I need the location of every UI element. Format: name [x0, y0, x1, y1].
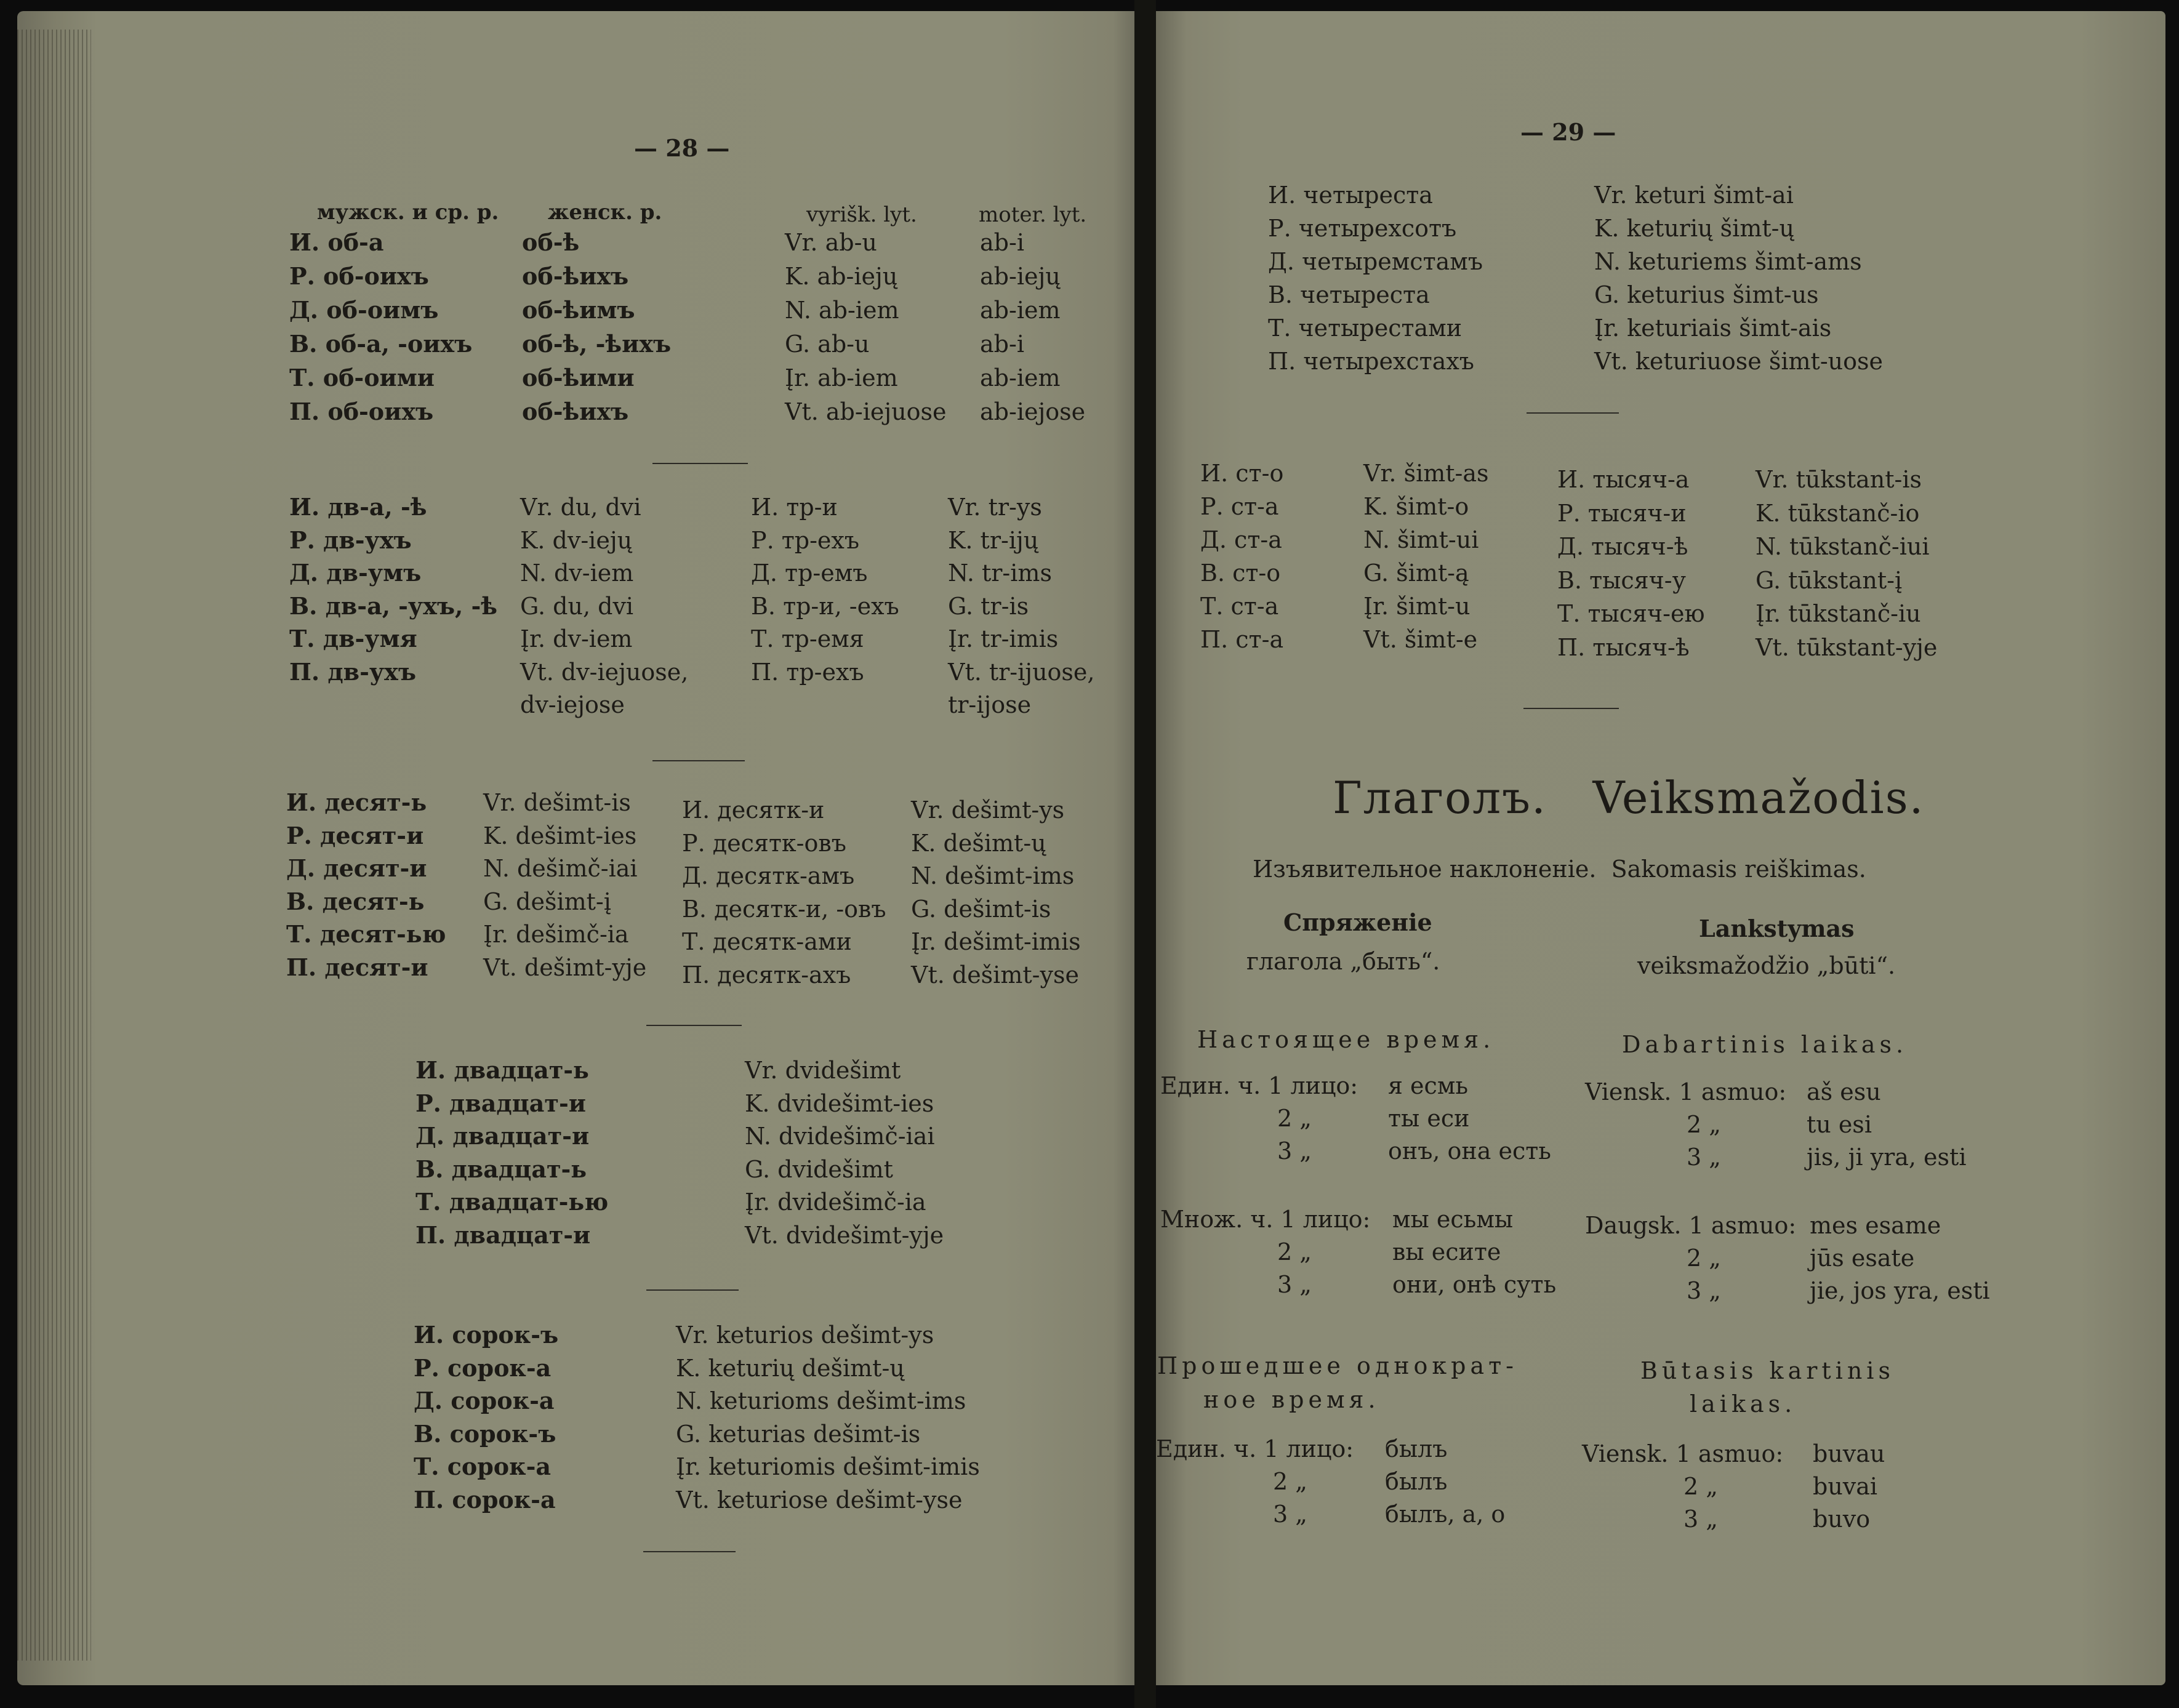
past-ru-title-1: Прошедшее однократ-	[1157, 1352, 1519, 1379]
sto-cell: П. ст-а	[1200, 626, 1284, 653]
ob-cell: ab-iejose	[980, 398, 1086, 425]
dvadtsat-cell: Vt. dvidešimt-yje	[745, 1221, 944, 1249]
past-sg-lt-cell: buvai	[1813, 1473, 1878, 1500]
tri-cell: Vt. tr-ijuose,	[948, 658, 1095, 686]
present-sg-lt-cell: jis, ji yra, esti	[1807, 1144, 1967, 1171]
present-sg-lt-cell: aš esu	[1807, 1078, 1881, 1105]
chetyresta-cell: Įr. keturiais šimt-ais	[1594, 315, 1832, 342]
section-divider	[646, 1289, 739, 1291]
desyat-cell: Д. десят-и	[286, 854, 427, 882]
ob-cell: Vr. ab-u	[785, 229, 877, 256]
dvadtsat-cell: И. двадцат-ь	[415, 1056, 589, 1084]
sto-cell: N. šimt-ui	[1363, 526, 1479, 553]
desyatki-cell: Įr. dešimt-imis	[911, 928, 1081, 955]
tysyacha-cell: Vt. tūkstant-yje	[1756, 633, 1938, 661]
present-sg-ru-cell: я есмь	[1388, 1072, 1469, 1099]
dva-cell: G. du, dvi	[520, 592, 634, 620]
desyat-cell: N. dešimč-iai	[483, 855, 638, 882]
ob-cell: Р. об-оихъ	[289, 262, 429, 290]
desyatki-cell: В. десятк-и, -овъ	[682, 895, 886, 923]
chetyresta-cell: П. четырехстахъ	[1268, 348, 1474, 375]
section-divider	[1523, 708, 1619, 709]
tri-cell: В. тр-и, -ехъ	[751, 592, 899, 620]
tysyacha-cell: K. tūkstanč-io	[1756, 499, 1920, 527]
present-pl-ru-cell: они, онѣ суть	[1392, 1271, 1557, 1298]
ob-cell: Т. об-оими	[289, 364, 435, 391]
present-sg-ru-cell: 2 „	[1277, 1105, 1312, 1132]
desyat-cell: G. dešimt-į	[483, 888, 611, 915]
ob-header-masc: мужск. и ср. р.	[317, 200, 499, 225]
present-pl-lt-cell: 2 „	[1687, 1245, 1721, 1272]
present-pl-ru-cell: 2 „	[1277, 1238, 1312, 1265]
dva-cell: Vt. dv-iejuose,	[520, 658, 689, 686]
present-pl-ru-cell: Множ. ч. 1 лицо:	[1160, 1206, 1371, 1233]
dva-cell: K. dv-iejų	[520, 526, 633, 554]
ob-cell: K. ab-iejų	[785, 263, 898, 290]
ob-cell: об-ѣими	[522, 364, 635, 391]
chetyresta-cell: G. keturius šimt-us	[1594, 281, 1819, 308]
ob-cell: Д. об-оимъ	[289, 296, 439, 324]
sto-cell: Įr. šimt-u	[1363, 593, 1471, 620]
sorok-cell: Vt. keturiose dešimt-yse	[676, 1486, 963, 1514]
desyatki-cell: K. dešimt-ų	[911, 829, 1046, 857]
mood-title: Изъявительное наклоненіе. Sakomasis reiškimas.	[1253, 856, 1866, 883]
dva-cell: Р. дв-ухъ	[289, 526, 412, 554]
sorok-cell: П. сорок-а	[414, 1485, 556, 1514]
ob-cell: об-ѣ	[522, 228, 580, 256]
ob-header-mot: moter. lyt.	[979, 202, 1087, 227]
tysyacha-cell: Д. тысяч-ѣ	[1557, 533, 1688, 560]
dvadtsat-cell: Vr. dvidešimt	[745, 1057, 901, 1084]
sorok-cell: В. сорок-ъ	[414, 1419, 556, 1448]
present-pl-lt-cell: jūs esate	[1810, 1245, 1915, 1272]
ob-cell: ab-iejų	[980, 263, 1061, 290]
present-pl-lt-cell: jie, jos yra, esti	[1810, 1277, 1990, 1304]
desyatki-cell: G. dešimt-is	[911, 895, 1051, 923]
desyatki-cell: П. десятк-ахъ	[682, 961, 851, 988]
chetyresta-cell: N. keturiems šimt-ams	[1594, 248, 1862, 275]
dva-cell: dv-iejose	[520, 691, 625, 718]
tri-cell: Т. тр-емя	[751, 625, 864, 652]
tysyacha-cell: G. tūkstant-į	[1756, 566, 1903, 594]
dva-cell: И. дв-а, -ѣ	[289, 493, 427, 521]
present-sg-ru-cell: Един. ч. 1 лицо:	[1160, 1072, 1358, 1099]
ob-cell: П. об-оихъ	[289, 398, 434, 425]
past-sg-ru-cell: былъ	[1385, 1435, 1448, 1462]
desyatki-cell: Vr. dešimt-ys	[911, 796, 1065, 824]
dva-cell: В. дв-а, -ухъ, -ѣ	[289, 591, 498, 620]
tysyacha-cell: И. тысяч-а	[1557, 466, 1690, 493]
ob-cell: об-ѣихъ	[522, 398, 629, 425]
section-divider	[652, 463, 748, 464]
tri-cell: tr-ijose	[948, 691, 1032, 718]
present-sg-ru-cell: ты еси	[1388, 1105, 1470, 1132]
sto-cell: В. ст-о	[1200, 559, 1281, 587]
conj-ru-title: Спряженіе	[1283, 908, 1432, 936]
past-sg-ru-cell: Един. ч. 1 лицо:	[1156, 1435, 1354, 1462]
past-sg-ru-cell: былъ, а, о	[1385, 1501, 1506, 1528]
past-sg-ru-cell: 2 „	[1273, 1468, 1307, 1495]
tysyacha-cell: Vr. tūkstant-is	[1756, 466, 1922, 493]
past-sg-lt-cell: buvo	[1813, 1506, 1871, 1533]
ob-cell: ab-iem	[980, 364, 1061, 391]
present-pl-ru-cell: 3 „	[1277, 1271, 1312, 1298]
desyatki-cell: Р. десятк-овъ	[682, 829, 846, 857]
dva-cell: Т. дв-умя	[289, 625, 417, 652]
past-sg-lt-cell: buvau	[1813, 1440, 1885, 1467]
sorok-cell: И. сорок-ъ	[414, 1321, 559, 1349]
tri-cell: Д. тр-емъ	[751, 559, 868, 587]
dva-cell: Įr. dv-iem	[520, 625, 633, 652]
chetyresta-cell: Д. четыремстамъ	[1268, 248, 1483, 275]
sorok-cell: Д. сорок-а	[414, 1387, 555, 1414]
desyatki-cell: Т. десятк-ами	[682, 928, 852, 955]
past-sg-ru-cell: былъ	[1385, 1468, 1448, 1495]
sorok-cell: Р. сорок-а	[414, 1353, 552, 1382]
sto-cell: K. šimt-o	[1363, 493, 1469, 520]
present-pl-lt-cell: Daugsk. 1 asmuo:	[1585, 1212, 1797, 1239]
ob-cell: ab-i	[980, 331, 1024, 358]
present-pl-ru-cell: вы есите	[1392, 1238, 1501, 1265]
desyat-cell: Įr. dešimč-ia	[483, 921, 629, 948]
section-divider	[652, 760, 745, 761]
past-sg-lt-cell: Viensk. 1 asmuo:	[1582, 1440, 1784, 1467]
dvadtsat-cell: П. двадцат-и	[415, 1221, 591, 1249]
ob-cell: об-ѣ, -ѣихъ	[522, 330, 672, 358]
dva-cell: N. dv-iem	[520, 559, 634, 587]
past-sg-lt-cell: 3 „	[1683, 1506, 1718, 1533]
section-divider	[1527, 412, 1619, 414]
page-edges	[17, 30, 91, 1661]
ob-cell: об-ѣихъ	[522, 262, 629, 290]
chetyresta-cell: И. четыреста	[1268, 182, 1433, 209]
sto-cell: Д. ст-а	[1200, 526, 1282, 553]
conj-lt-title: Lankstymas	[1699, 915, 1855, 942]
section-divider	[646, 1025, 742, 1026]
dvadtsat-cell: В. двадцат-ь	[415, 1155, 587, 1183]
page-number-29: — 29 —	[1520, 118, 1616, 146]
ob-cell: ab-i	[980, 229, 1024, 256]
present-sg-ru-cell: онъ, она есть	[1388, 1137, 1551, 1165]
dva-cell: Д. дв-умъ	[289, 559, 422, 587]
chetyresta-cell: Vt. keturiuose šimt-uose	[1594, 348, 1884, 375]
desyat-cell: Т. десят-ью	[286, 920, 446, 948]
book-gutter	[1134, 0, 1156, 1708]
present-sg-lt-cell: tu esi	[1807, 1111, 1872, 1138]
dvadtsat-cell: Р. двадцат-и	[415, 1089, 586, 1117]
tri-cell: Vr. tr-ys	[948, 494, 1042, 521]
present-pl-lt-cell: 3 „	[1687, 1277, 1721, 1304]
desyatki-cell: N. dešimt-ims	[911, 862, 1075, 889]
dvadtsat-cell: G. dvidešimt	[745, 1155, 893, 1183]
sto-cell: G. šimt-ą	[1363, 559, 1469, 587]
chetyresta-cell: K. keturių šimt-ų	[1594, 215, 1794, 242]
desyat-cell: И. десят-ь	[286, 788, 427, 816]
present-pl-ru-cell: мы есьмы	[1392, 1206, 1514, 1233]
sorok-cell: N. keturioms dešimt-ims	[676, 1387, 966, 1414]
desyatki-cell: Vt. dešimt-yse	[911, 961, 1079, 988]
dvadtsat-cell: K. dvidešimt-ies	[745, 1089, 934, 1117]
dva-cell: П. дв-ухъ	[289, 657, 416, 686]
present-sg-lt-cell: 3 „	[1687, 1144, 1721, 1171]
desyat-cell: K. dešimt-ies	[483, 822, 637, 849]
sto-cell: Т. ст-а	[1200, 593, 1279, 620]
desyat-cell: Vr. dešimt-is	[483, 789, 631, 816]
sorok-cell: G. keturias dešimt-is	[676, 1420, 921, 1448]
dvadtsat-cell: N. dvidešimč-iai	[745, 1123, 935, 1150]
ob-cell: N. ab-iem	[785, 297, 899, 324]
past-sg-lt-cell: 2 „	[1683, 1473, 1718, 1500]
past-lt-title-1: Būtasis kartinis	[1640, 1357, 1895, 1384]
dvadtsat-cell: Įr. dvidešimč-ia	[745, 1189, 926, 1216]
ob-cell: об-ѣимъ	[522, 296, 635, 324]
present-sg-lt-cell: Viensk. 1 asmuo:	[1585, 1078, 1787, 1105]
ob-cell: В. об-а, -оихъ	[289, 330, 473, 358]
tri-cell: Įr. tr-imis	[948, 625, 1059, 652]
present-sg-lt-cell: 2 „	[1687, 1111, 1721, 1138]
tri-cell: И. тр-и	[751, 494, 838, 521]
chetyresta-cell: Vr. keturi šimt-ai	[1594, 182, 1794, 209]
sto-cell: И. ст-о	[1200, 460, 1284, 487]
tri-cell: Р. тр-ехъ	[751, 526, 860, 554]
tri-cell: П. тр-ехъ	[751, 658, 864, 686]
ob-header-fem: женск. р.	[548, 200, 662, 225]
sorok-cell: Т. сорок-а	[414, 1453, 551, 1480]
ob-cell: Vt. ab-iejuose	[785, 398, 947, 425]
sorok-cell: K. keturių dešimt-ų	[676, 1354, 905, 1382]
conj-ru-subtitle: глагола „быть“.	[1246, 948, 1440, 975]
tysyacha-cell: N. tūkstanč-iui	[1756, 533, 1930, 560]
tysyacha-cell: В. тысяч-у	[1557, 566, 1686, 594]
desyatki-cell: И. десятк-и	[682, 796, 825, 824]
ob-cell: И. об-а	[289, 228, 384, 256]
desyatki-cell: Д. десятк-амъ	[682, 862, 855, 889]
chetyresta-cell: В. четыреста	[1268, 281, 1430, 308]
sto-cell: Р. ст-а	[1200, 493, 1279, 520]
chetyresta-cell: Р. четырехсотъ	[1268, 215, 1457, 242]
chetyresta-cell: Т. четырестами	[1268, 315, 1463, 342]
sorok-cell: Įr. keturiomis dešimt-imis	[676, 1453, 980, 1480]
sto-cell: Vr. šimt-as	[1363, 460, 1489, 487]
ob-cell: ab-iem	[980, 297, 1061, 324]
section-heading: Глаголъ. Veiksmažodis.	[1333, 772, 1925, 824]
tysyacha-cell: Įr. tūkstanč-iu	[1756, 600, 1921, 627]
sorok-cell: Vr. keturios dešimt-ys	[676, 1321, 934, 1349]
ob-header-vyr: vyrišk. lyt.	[806, 202, 917, 227]
present-pl-lt-cell: mes esame	[1810, 1212, 1941, 1239]
sto-cell: Vt. šimt-e	[1363, 626, 1478, 653]
tysyacha-cell: П. тысяч-ѣ	[1557, 633, 1690, 661]
past-ru-title-2: ное время.	[1203, 1386, 1380, 1413]
dvadtsat-cell: Т. двадцат-ью	[415, 1188, 609, 1216]
tri-cell: G. tr-is	[948, 592, 1029, 620]
desyat-cell: П. десят-и	[286, 953, 428, 981]
desyat-cell: Vt. dešimt-yje	[483, 953, 647, 981]
page-number-28: — 28 —	[634, 134, 730, 162]
past-sg-ru-cell: 3 „	[1273, 1501, 1307, 1528]
present-lt-title: Dabartinis laikas.	[1622, 1031, 1908, 1058]
tri-cell: N. tr-ims	[948, 559, 1052, 587]
present-ru-title: Настоящее время.	[1197, 1026, 1495, 1053]
tysyacha-cell: Р. тысяч-и	[1557, 499, 1687, 527]
conj-lt-subtitle: veiksmažodžio „būti“.	[1637, 952, 1896, 979]
desyat-cell: Р. десят-и	[286, 821, 424, 849]
present-sg-ru-cell: 3 „	[1277, 1137, 1312, 1165]
tysyacha-cell: Т. тысяч-ею	[1557, 600, 1705, 627]
tri-cell: K. tr-ijų	[948, 526, 1039, 554]
dvadtsat-cell: Д. двадцат-и	[415, 1122, 590, 1150]
desyat-cell: В. десят-ь	[286, 887, 425, 915]
dva-cell: Vr. du, dvi	[520, 494, 641, 521]
ob-cell: G. ab-u	[785, 331, 870, 358]
section-divider	[643, 1551, 736, 1552]
past-lt-title-2: laikas.	[1690, 1390, 1797, 1417]
ob-cell: Įr. ab-iem	[785, 364, 898, 391]
